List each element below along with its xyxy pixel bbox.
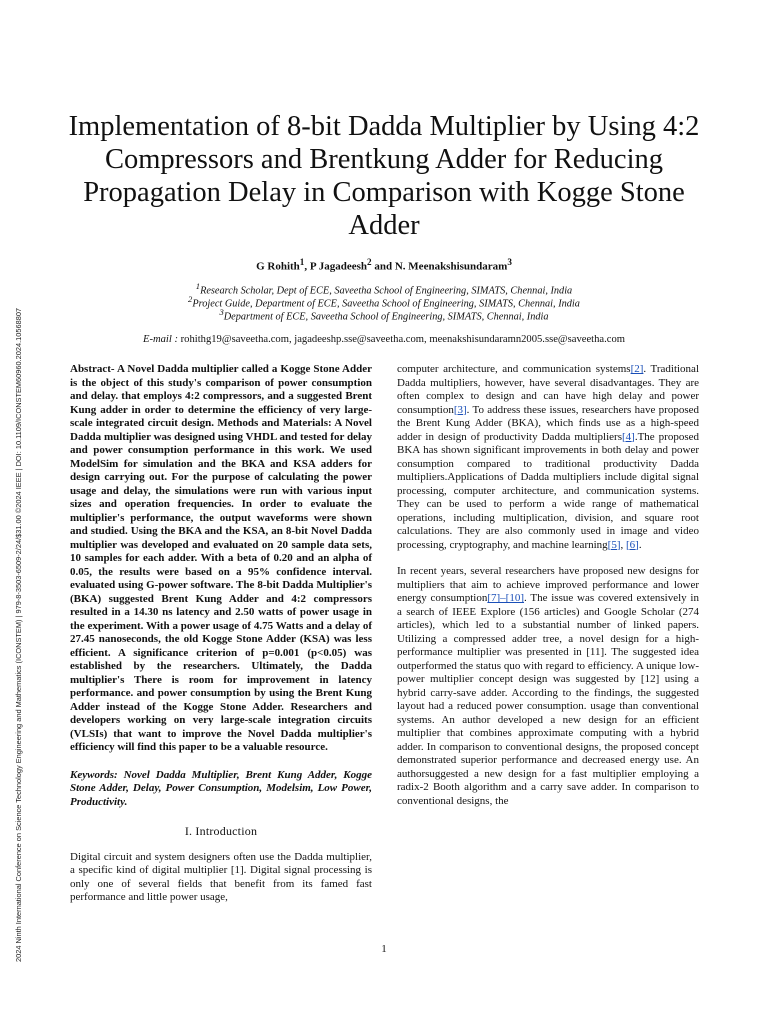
section-heading-introduction: I. Introduction [184, 824, 258, 838]
keywords: Keywords: Novel Dadda Multiplier, Brent Kung Adder, Kogge Stone Adder, Delay, Power Consumption, Modelsim, Low Power, Productivity. [70, 768, 372, 808]
affiliation-1-sup: 1 [195, 281, 201, 291]
doi-sidebar [14, 0, 28, 1024]
affiliation-2-text: Project Guide, Department of ECE, Saveetha School of Engineering, SIMATS, Chennai, India [192, 298, 580, 310]
citation-link-6[interactable]: [6] [626, 538, 639, 551]
text-run: . The issue was covered extensively in a search of IEEE Explore (156 articles) and Google Scholar (274 articles), which led to a substantial number of linked papers. Utilizing a compressed adder tree, a novel design for a high-performance multiplier was presented in [11]. The suggested idea outperformed the status quo with regard to efficiency. A unique low-power multiplier concept design was suggested by [12] using a hybrid carry-save adder. According to the findings, the suggested layout had a reduced power consumption. usage than conventional systems. An author developed a new design for an efficient multiplier that combines approximate computing with a hybrid adder. In comparison to conventional designs, the proposed concept demonstrated superior performance and decreased energy use. An authorsuggested a new design for a fast multiplier employing a radix-2 Booth algorithm and a carry save adder. In comparison to conventional designs, the [397, 592, 699, 807]
author-2-sup: 2 [367, 257, 372, 267]
citation-link-3[interactable]: [3] [453, 403, 467, 416]
author-1: G Rohith [256, 260, 300, 273]
text-run: , [620, 538, 626, 551]
text-run: In recent years, several researchers have proposed new designs for multipliers that aim to achieve improved performance and lower energy consumption [397, 565, 699, 604]
affiliation-3-sup: 3 [219, 307, 224, 317]
citation-link-2[interactable]: [2] [630, 363, 644, 375]
right-column [397, 363, 699, 808]
citation-link-4[interactable]: [4] [621, 430, 635, 443]
author-and: and [374, 260, 393, 273]
affiliation-1-text: Research Scholar, Dept of ECE, Saveetha School of Engineering, SIMATS, Chennai, India [200, 285, 573, 297]
text-run: computer architecture, and communication systems [397, 363, 631, 375]
author-1-sup: 1 [299, 257, 305, 267]
intro-paragraph-continued [397, 363, 699, 552]
left-column [70, 363, 372, 905]
affiliation-3-text: Department of ECE, Saveetha School of Engineering, SIMATS, Chennai, India [223, 311, 549, 323]
intro-paragraph: Digital circuit and system designers often use the Dadda multiplier, a specific kind of digital multiplier [1]. Digital signal processing is only one of several fields that benefit from its famed fast performance and little power usage, [70, 850, 372, 903]
abstract: Abstract- A Novel Dadda multiplier called a Kogge Stone Adder is the object of this study's comparison of power consumption and delay. that employs 4:2 compressors, and a suggested Brent Kung adder in order to determine the efficiency of very large-scale integrated circuit design. Methods and Materials: A Novel Dadda multiplier was designed using VHDL and tested for delay and power consumption performance in this work. We used ModelSim for simulation and the BKA and KSA adders for design carrying out. For the purpose of calculating the power usage and delay, the simulations were run with various input sizes and operation frequencies. In order to evaluate the multiplier's performance, the output waveforms were shown and studied. Using the BKA and the KSA, an 8-bit Novel Dadda multiplier was developed and evaluated on 20 sample data sets, 10 samples for each adder. With a beta of 0.20 and an alpha of 0.05, the results were based on a 95% confidence interval. evaluated using G-power software. The 8-bit Dadda Multiplier's (BKA) suggested Brent Kung Adder and 4:2 compressors resulted in a 14.30 ns latency and 2.50 watts of power usage in the experiment. With a power usage of 4.75 Watts and a delay of 27.45 nanoseconds, the old Kogge Stone Adder (KSA) was less efficient. A significance criterion of p=0.001 (p<0.05) was established by the researchers. Ultimately, the Dadda multiplier's There is room for improvement in latency performance. and power consumption by using the Brent Kung Adder instead of the Kogge Stone Adder. Researchers and developers working on very large-scale integration circuits (VLSIs) that want to improve the Novel Dadda multiplier's efficiency will find this paper to be a valuable resource. [70, 363, 372, 753]
affiliation-3 [60, 307, 708, 322]
author-2: P Jagadeesh [309, 260, 368, 273]
paper-title: Implementation of 8-bit Dadda Multiplier by Using 4:2 Compressors and Brentkung Adder for Reducing Propagation Delay in Comparison with Kogge Stone Adder [68, 111, 700, 241]
email-line [60, 334, 708, 345]
author-3: N. Meenakshisundaram [394, 260, 508, 273]
email-addresses: rohithg19@saveetha.com, jagadeeshp.sse@saveetha.com, meenakshisundaramn2005.sse@saveetha.com [180, 334, 626, 345]
related-work-paragraph [397, 565, 699, 808]
text-run: . To address these issues, researchers have proposed the Brent Kung Adder (BKA), which finds use as a high-speed adder in design of productivity Dadda multipliers [397, 403, 699, 443]
affiliation-2-sup: 2 [188, 294, 193, 304]
text-run: . [638, 538, 642, 551]
author-3-sup: 3 [507, 257, 512, 267]
citation-link-5[interactable]: [5] [607, 538, 621, 551]
text-run: .The proposed BKA has shown significant improvements in both delay and power consumption compared to traditional productivity Dadda multipliers.Applications of Dadda multipliers include digital signal processing, computer architecture, and communication systems. They can be used to perform a wide range of mathematical operations, including multiplication, division, and square root calculations. They are also commonly used in image and video processing, cryptography, and machine learning [397, 430, 699, 551]
author-list: G Rohith$^1$, P Jagadeesh$^2$ and N. Meenakshisundaram$^3$ [256, 257, 512, 273]
text-run: . Traditional Dadda multipliers, however, have several disadvantages. They are often complex to design and can have high delay and power consumption [397, 363, 699, 416]
page-number: 1 [381, 943, 387, 955]
doi-sidebar-text: 2024 Ninth International Conference on Science Technology Engineering and Mathematics (ICONSTEM) | 979-8-3503-6509-2/24/$31.00 ©2024 IEEE | DOI: 10.1109/ICONSTEM60960.2024.10568807 [14, 307, 23, 962]
citation-link-7-10[interactable]: [7]–[10] [487, 592, 525, 604]
email-label: E-mail : [142, 334, 178, 345]
